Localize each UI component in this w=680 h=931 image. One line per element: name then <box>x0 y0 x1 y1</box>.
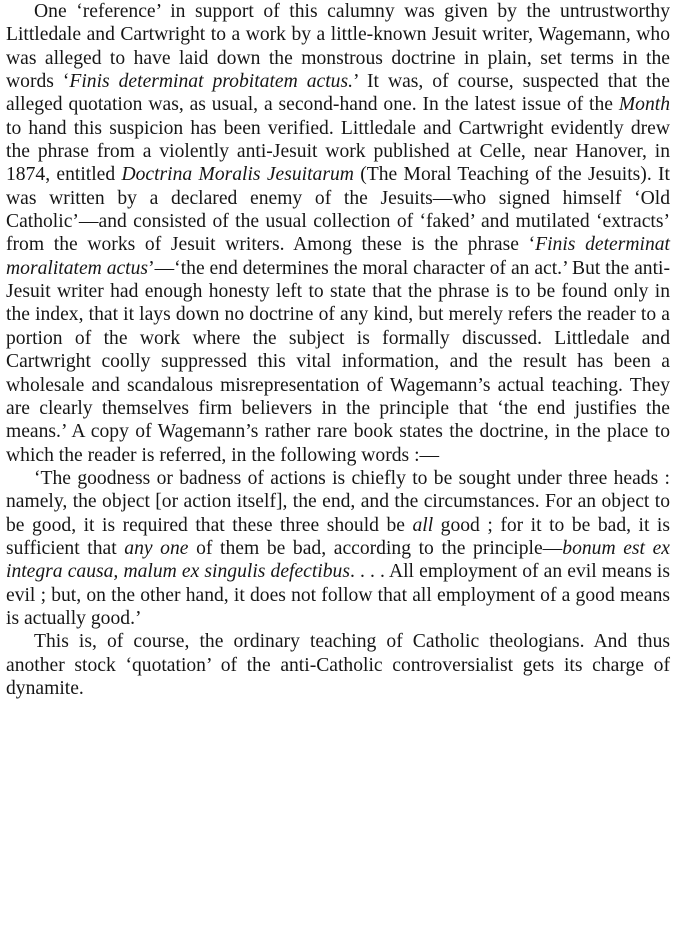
italic-text: Finis determinat probitatem actus. <box>69 71 353 93</box>
text-run: . . . . All employment of an evil means is evil ; but, on the other hand, it does not follow that all employment of a good means is actually good.’ <box>6 561 671 629</box>
text-run: ’—‘the end determines the moral character of an act.’ But the anti-Jesuit writer had enough honesty left to state that the phrase is to be found only in the index, that it lays down no doctrine of any kind, but merely refers the reader to a portion of the work where the subject is formally discussed. Littledale and Cartwright coolly suppressed this vital information, and the result has been a wholesale and scandalous misrepresentation of Wagemann’s actual teaching. They are clearly themselves firm believers in the principle that ‘the end justifies the means.’ A copy of Wagemann’s rather rare book states the doctrine, in the place to which the reader is referred, in the following words :— <box>6 257 671 466</box>
italic-text: bonum est ex integra causa, malum ex singulis defectibus <box>6 537 670 583</box>
italic-text: any one <box>124 537 189 559</box>
paragraph-3 <box>6 630 670 700</box>
italic-text: all <box>412 514 434 536</box>
text-run: This is, of course, the ordinary teaching of Catholic theologians. And thus another stock ‘quotation’ of the anti-Catholic controversialist gets its charge of dynamite. <box>6 631 670 699</box>
text-run: good ; for it to be bad, it is sufficient that <box>6 514 670 559</box>
text-run: to hand this suspicion has been verified. Littledale and Cartwright evidently drew the phrase from a violently anti-Jesuit work published at Celle, near Hanover, in 1874, entitled <box>6 117 670 186</box>
text-run: (The Moral Teaching of the Jesuits). It was written by a declared enemy of the Jesuits—who signed himself ‘Old Catholic’—and consisted of the usual collection of ‘faked’ and mutilated ‘extracts’ from the works of Jesuit writers. Among these is the phrase ‘ <box>6 164 670 256</box>
text-run: of them be bad, according to the principle— <box>188 537 563 559</box>
paragraph-2-quotation <box>6 467 670 630</box>
text-run: One ‘reference’ in support of this calumny was given by the untrustworthy Littledale and Cartwright to a work by a little-known Jesuit writer, Wagemann, who was alleged to have laid down the monstrous doctrine in plain, set terms in the words ‘ <box>6 1 670 93</box>
italic-text: Finis determinat moralitatem actus <box>6 234 670 279</box>
italic-text: Month <box>618 94 670 116</box>
paragraph-1 <box>6 0 670 467</box>
italic-text: Doctrina Moralis Jesuitarum <box>121 164 354 186</box>
text-run: ’ It was, of course, suspected that the alleged quotation was, as usual, a second-hand one. In the latest issue of the <box>6 71 670 116</box>
text-run: ‘The goodness or badness of actions is chiefly to be sought under three heads : namely, the object [or action itself], the end, and the circumstances. For an object to be good, it is required that these three should be <box>6 467 670 536</box>
